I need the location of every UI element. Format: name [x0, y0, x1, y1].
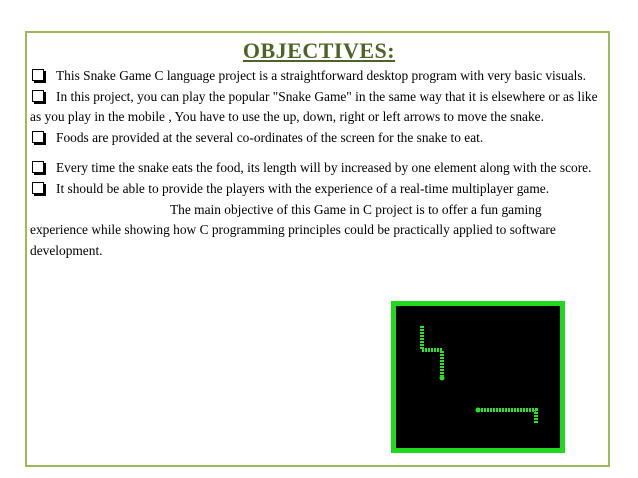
checkbox-bullet-icon: [32, 161, 44, 173]
objective-text: It should be able to provide the players with the experience of a real-time multiplayer game.: [56, 180, 550, 196]
objectives-text: [30, 66, 600, 261]
indent-spacer: [30, 202, 170, 217]
objective-item: [30, 66, 600, 87]
objective-item: [30, 87, 600, 128]
objective-text: This Snake Game C language project is a straightforward desktop program with very basic visuals.: [56, 68, 586, 83]
snake-head-icon: [440, 376, 445, 381]
objective-text: In this project, you can play the popular "Snake Game" in the same way that it is elsewhere or as like as you play in the mobile , You have to use the up, down, right or left arrows to move the snake.: [30, 88, 598, 125]
checkbox-bullet-icon: [32, 90, 44, 102]
snake-game-canvas: [396, 306, 560, 448]
food-icon: [476, 408, 481, 413]
checkbox-bullet-icon: [32, 131, 44, 143]
checkbox-bullet-icon: [32, 182, 44, 194]
objective-item: [30, 128, 600, 149]
snake-game-screenshot: [391, 301, 565, 453]
objective-item: [30, 179, 600, 200]
objective-text: Foods are provided at the several co-ordinates of the screen for the snake to eat.: [56, 129, 484, 145]
snake-body-icon: [422, 326, 442, 376]
checkbox-bullet-icon: [32, 69, 44, 81]
objective-text: The main objective of this Game in C project is to offer a fun gaming experience while showing how C programming principles could be practically applied to software development.: [30, 201, 556, 258]
snake-body-icon: [478, 410, 536, 424]
objective-text: Every time the snake eats the food, its length will by increased by one element along with the score.: [56, 160, 592, 176]
objective-item: [30, 158, 600, 179]
main-objective-paragraph: [30, 200, 600, 262]
slide-title: OBJECTIVES:: [242, 38, 396, 63]
